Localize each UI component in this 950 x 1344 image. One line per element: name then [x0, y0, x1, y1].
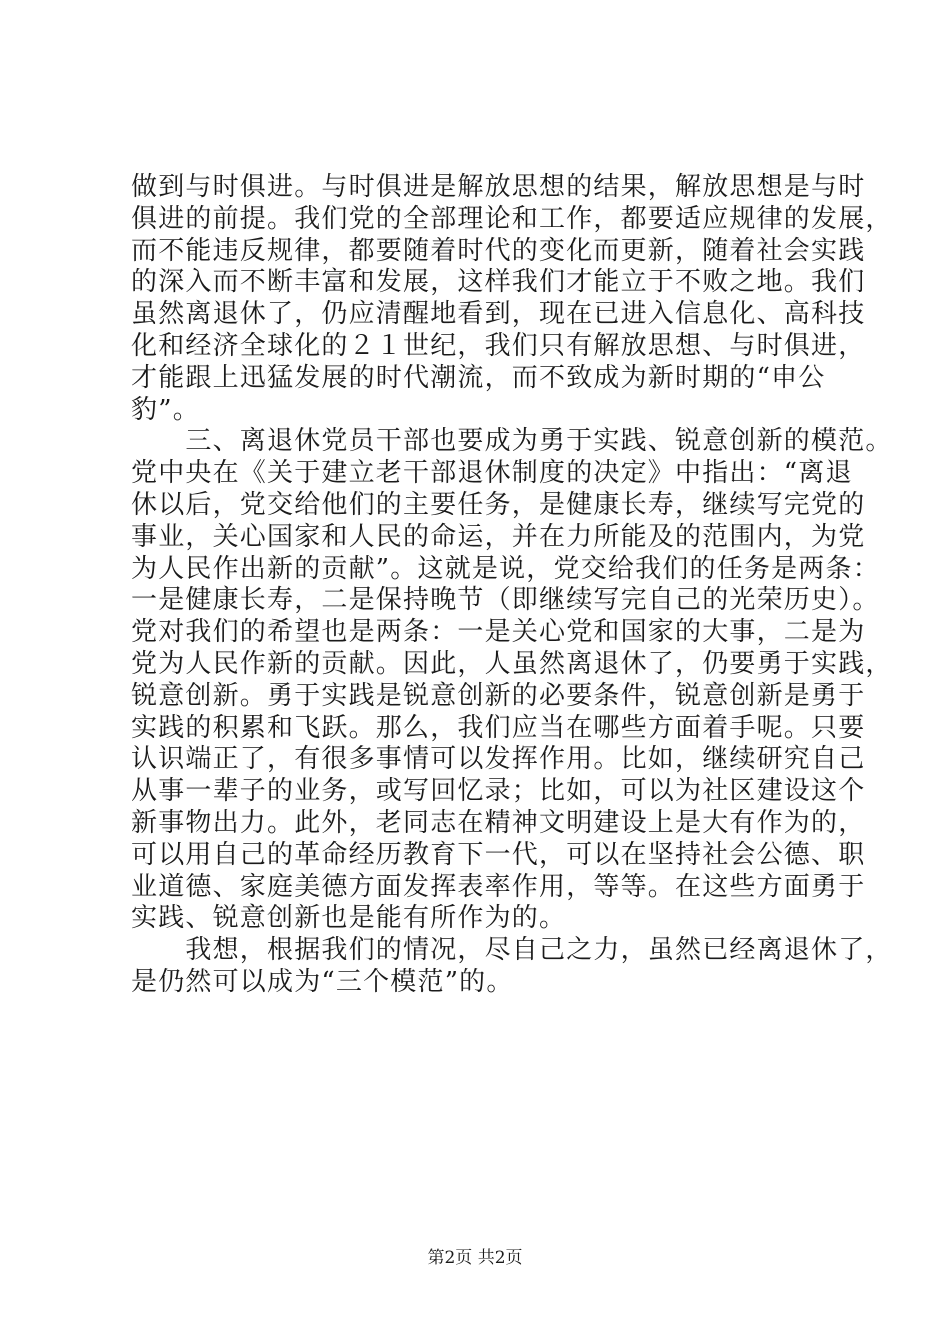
text-line: 豹”。: [131, 394, 200, 425]
page-footer: 第2页 共2页: [427, 1248, 523, 1268]
text-line: 实践、锐意创新也是能有所作为的。: [131, 903, 567, 934]
text-line: 事业，关心国家和人民的命运，并在力所能及的范围内，为党: [131, 521, 866, 552]
text-line: 我想，根据我们的情况，尽自己之力，虽然已经离退休了，: [131, 935, 893, 966]
text-line: 从事一辈子的业务，或写回忆录；比如，可以为社区建设这个: [131, 776, 866, 807]
text-line: 才能跟上迅猛发展的时代潮流，而不致成为新时期的“申公: [131, 362, 826, 393]
text-line: 实践的积累和飞跃。那么，我们应当在哪些方面着手呢。只要: [131, 712, 866, 743]
text-line: 休以后，党交给他们的主要任务，是健康长寿，继续写完党的: [131, 489, 866, 520]
text-line: 党中央在《关于建立老干部退休制度的决定》中指出：“离退: [131, 458, 853, 489]
document-body: [131, 172, 893, 999]
text-line: 做到与时俱进。与时俱进是解放思想的结果，解放思想是与时: [131, 172, 866, 202]
text-line: 是仍然可以成为“三个模范”的。: [131, 966, 514, 997]
text-line: 党为人民作新的贡献。因此，人虽然离退休了，仍要勇于实践，: [131, 648, 893, 679]
text-line: 的深入而不断丰富和发展，这样我们才能立于不败之地。我们: [131, 267, 866, 298]
text-line: 三、离退休党员干部也要成为勇于实践、锐意创新的模范。: [131, 426, 893, 457]
text-line: 为人民作出新的贡献”。这就是说，党交给我们的任务是两条：: [131, 553, 880, 584]
text-line: 而不能违反规律，都要随着时代的变化而更新，随着社会实践: [131, 235, 866, 266]
text-line: 新事物出力。此外，老同志在精神文明建设上是大有作为的，: [131, 807, 866, 838]
text-line: 可以用自己的革命经历教育下一代，可以在坚持社会公德、职: [131, 839, 866, 870]
text-line: 俱进的前提。我们党的全部理论和工作，都要适应规律的发展，: [131, 203, 893, 234]
text-line: 化和经济全球化的２１世纪，我们只有解放思想、与时俱进，: [131, 330, 866, 361]
text-line: 一是健康长寿，二是保持晚节（即继续写完自己的光荣历史）。: [131, 585, 880, 616]
text-line: 认识端正了，有很多事情可以发挥作用。比如，继续研究自己: [131, 744, 866, 775]
text-line: 虽然离退休了，仍应清醒地看到，现在已进入信息化、高科技: [131, 299, 866, 330]
text-line: 党对我们的希望也是两条：一是关心党和国家的大事，二是为: [131, 617, 866, 648]
text-line: 业道德、家庭美德方面发挥表率作用，等等。在这些方面勇于: [131, 871, 866, 902]
text-line: 锐意创新。勇于实践是锐意创新的必要条件，锐意创新是勇于: [131, 680, 866, 711]
